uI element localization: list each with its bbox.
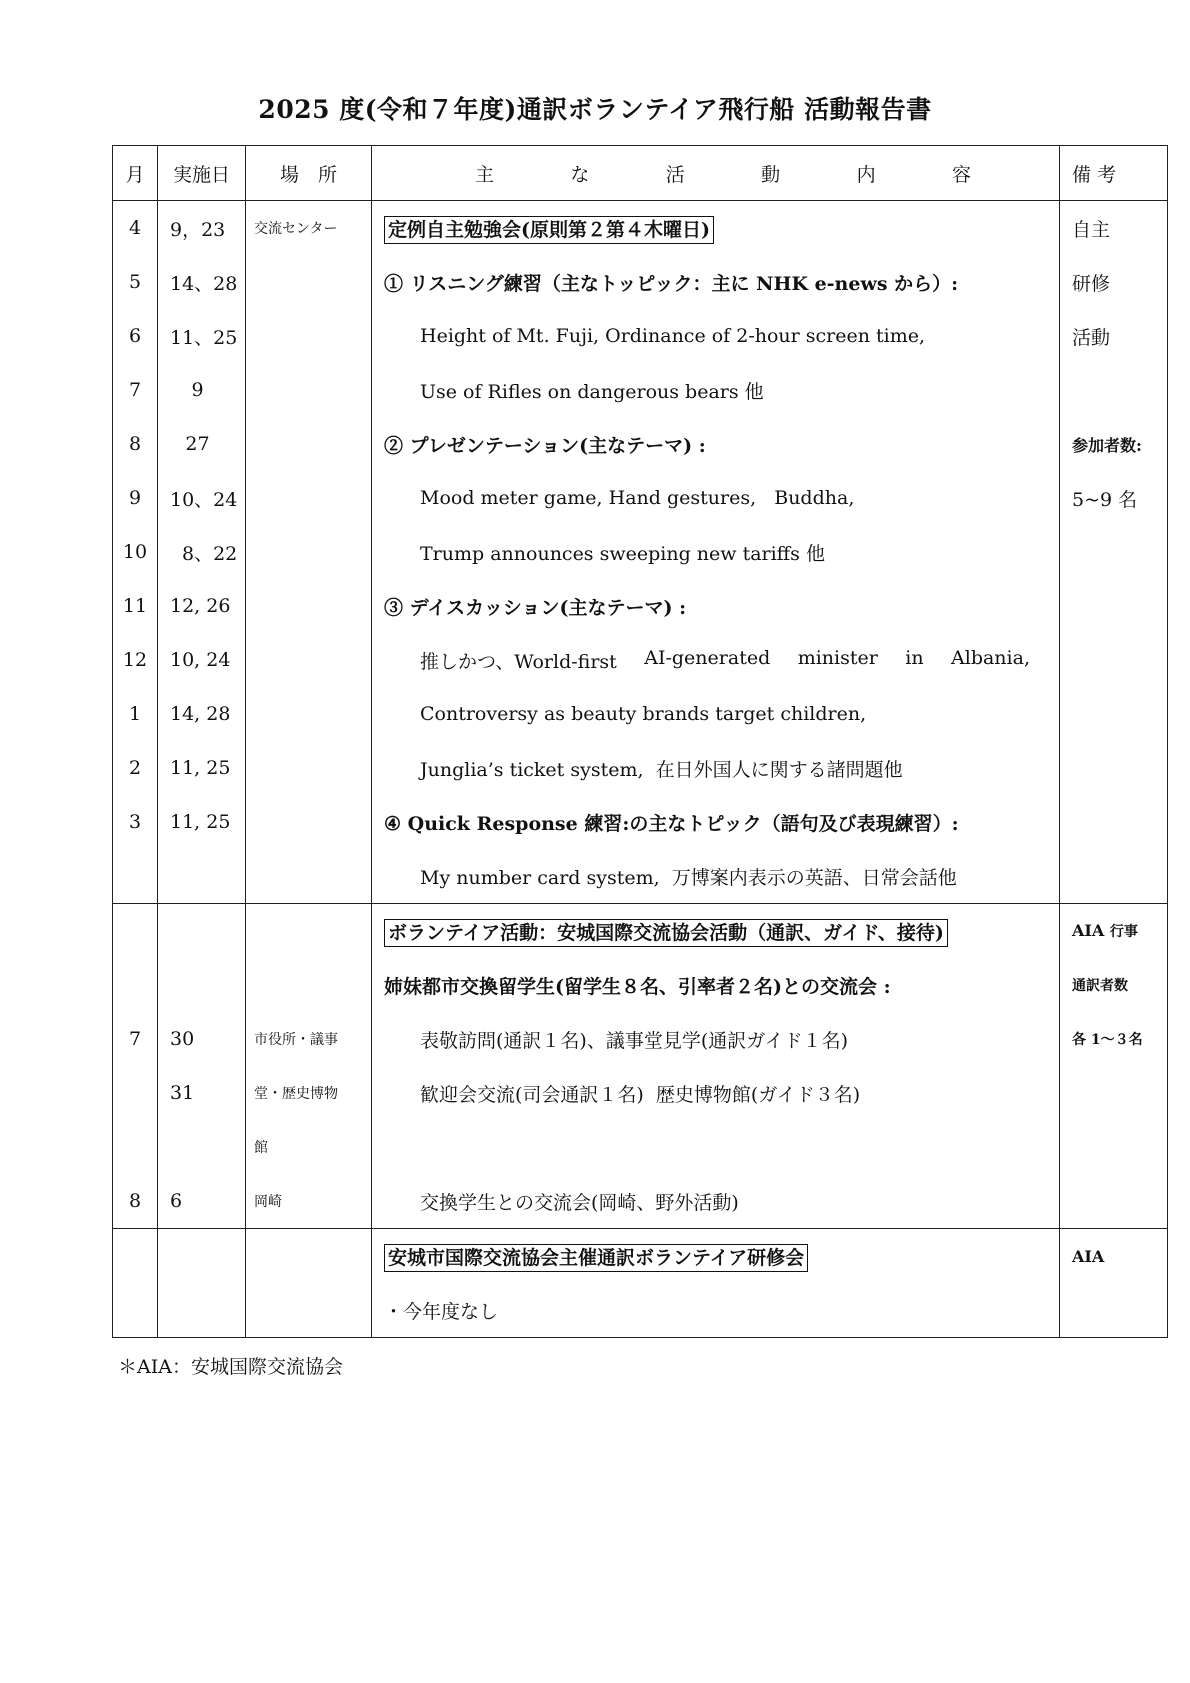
table-row xyxy=(113,1120,1168,1174)
table-row xyxy=(113,1174,1168,1229)
date-cell: 11, 25 xyxy=(158,795,246,849)
month-cell xyxy=(113,849,158,904)
date-cell xyxy=(158,1283,246,1338)
place-cell: 岡崎 xyxy=(246,1174,372,1229)
month-cell: 7 xyxy=(113,1012,158,1066)
note-cell xyxy=(1060,525,1168,579)
place-cell xyxy=(246,417,372,471)
note-cell xyxy=(1060,1174,1168,1229)
place-cell xyxy=(246,849,372,904)
activity-word: Albania, xyxy=(951,646,1030,669)
note-cell: 研修 xyxy=(1060,255,1168,309)
place-cell: 館 xyxy=(246,1120,372,1174)
date-cell: 8、22 xyxy=(158,525,246,579)
place-cell xyxy=(246,1229,372,1284)
place-cell xyxy=(246,904,372,959)
month-cell: 3 xyxy=(113,795,158,849)
month-cell: 9 xyxy=(113,471,158,525)
date-cell: 10, 24 xyxy=(158,633,246,687)
note-cell xyxy=(1060,904,1168,959)
date-cell xyxy=(158,849,246,904)
activity-cell xyxy=(372,1012,1060,1066)
activity-word: AI-generated xyxy=(644,646,771,669)
table-row xyxy=(113,255,1168,309)
activity-text: 表敬訪問(通訳１名)、議事堂見学(通訳ガイド１名) xyxy=(420,1029,849,1052)
month-cell xyxy=(113,1229,158,1284)
page-title: 2025 度(令和７年度)通訳ボランテイア飛行船 活動報告書 xyxy=(258,95,932,124)
activity-cell xyxy=(372,1229,1060,1284)
note-cell xyxy=(1060,687,1168,741)
note-cell xyxy=(1060,741,1168,795)
section1-heading: 定例自主勉強会(原則第２第４木曜日) xyxy=(384,216,714,244)
activity-cell xyxy=(372,1120,1060,1174)
table-row xyxy=(113,309,1168,363)
activity-cell: 姉妹都市交換留学生(留学生８名、引率者２名)との交流会 : xyxy=(372,958,1060,1012)
activity-cell xyxy=(372,1174,1060,1229)
note-cell xyxy=(1060,579,1168,633)
header-activity-char: 容 xyxy=(951,163,971,186)
month-cell: 12 xyxy=(113,633,158,687)
note-cell: AIA xyxy=(1060,1229,1168,1284)
table-row xyxy=(113,687,1168,741)
activity-cell: ① リスニング練習（主なトッピック：主に NHK e-news から）: xyxy=(372,255,1060,309)
table-row xyxy=(113,1229,1168,1284)
place-cell xyxy=(246,795,372,849)
activity-word: minister xyxy=(797,646,878,669)
place-cell xyxy=(246,309,372,363)
note-cell xyxy=(1060,633,1168,687)
table-header-row xyxy=(113,146,1168,201)
activity-text: Use of Rifles on dangerous bears 他 xyxy=(420,380,764,403)
header-date: 実施日 xyxy=(158,146,246,201)
note-aia: AIA xyxy=(1072,921,1105,940)
place-cell xyxy=(246,687,372,741)
activity-text: 歓迎会交流(司会通訳１名) 歴史博物館(ガイド３名) xyxy=(420,1083,861,1106)
month-cell: 1 xyxy=(113,687,158,741)
activity-report-table xyxy=(112,145,1168,1338)
table-row xyxy=(113,633,1168,687)
date-cell xyxy=(158,958,246,1012)
month-cell: 10 xyxy=(113,525,158,579)
table-row xyxy=(113,525,1168,579)
note-cell xyxy=(1060,849,1168,904)
date-cell: 27 xyxy=(158,417,246,471)
date-cell xyxy=(158,1229,246,1284)
place-cell xyxy=(246,363,372,417)
note-cell: 参加者数: xyxy=(1060,417,1168,471)
activity-cell xyxy=(372,525,1060,579)
activity-text: 交換学生との交流会(岡崎、野外活動) xyxy=(420,1191,739,1214)
note-aia-suffix: 行事 xyxy=(1109,924,1138,940)
note-cell: 自主 xyxy=(1060,201,1168,256)
place-cell xyxy=(246,741,372,795)
date-cell: 11, 25 xyxy=(158,741,246,795)
date-cell: 14、28 xyxy=(158,255,246,309)
table-row xyxy=(113,579,1168,633)
header-activity-char: な xyxy=(570,163,590,186)
activity-cell xyxy=(372,849,1060,904)
table-row xyxy=(113,1012,1168,1066)
date-cell: 6 xyxy=(158,1174,246,1229)
section3-heading: 安城市国際交流協会主催通訳ボランテイア研修会 xyxy=(384,1244,808,1272)
place-cell xyxy=(246,579,372,633)
activity-cell: ・今年度なし xyxy=(372,1283,1060,1338)
header-activity-char: 動 xyxy=(761,163,781,186)
month-cell: 8 xyxy=(113,417,158,471)
date-cell: 14, 28 xyxy=(158,687,246,741)
month-cell: 11 xyxy=(113,579,158,633)
activity-text: Controversy as beauty brands target children, xyxy=(420,703,867,725)
activity-cell: ④ Quick Response 練習:の主なトピック（語句及び表現練習）: xyxy=(372,795,1060,849)
note-cell xyxy=(1060,363,1168,417)
note-cell: 各 1～３名 xyxy=(1060,1012,1168,1066)
activity-cell xyxy=(372,687,1060,741)
header-activity xyxy=(372,146,1060,201)
header-month: 月 xyxy=(113,146,158,201)
date-cell: 12, 26 xyxy=(158,579,246,633)
table-row xyxy=(113,201,1168,256)
table-row xyxy=(113,471,1168,525)
activity-text: My number card system, 万博案内表示の英語、日常会話他 xyxy=(420,866,957,889)
place-cell xyxy=(246,255,372,309)
activity-word: 推しかつ、World-first xyxy=(420,650,617,673)
table-row xyxy=(113,1066,1168,1120)
footnote: ＊AIA：安城国際交流協会 xyxy=(118,1356,343,1378)
activity-cell xyxy=(372,741,1060,795)
note-cell xyxy=(1060,1283,1168,1338)
place-cell xyxy=(246,1283,372,1338)
month-cell xyxy=(113,958,158,1012)
month-cell xyxy=(113,1283,158,1338)
table-row xyxy=(113,417,1168,471)
activity-text: Mood meter game, Hand gestures, Buddha, xyxy=(420,487,855,509)
note-cell: 活動 xyxy=(1060,309,1168,363)
month-cell: 2 xyxy=(113,741,158,795)
table-row xyxy=(113,904,1168,959)
date-cell: 9 xyxy=(158,363,246,417)
month-cell xyxy=(113,1120,158,1174)
place-cell: 市役所・議事 xyxy=(246,1012,372,1066)
table-row xyxy=(113,958,1168,1012)
place-cell xyxy=(246,633,372,687)
note-cell: 5~9 名 xyxy=(1060,471,1168,525)
month-cell: 8 xyxy=(113,1174,158,1229)
date-cell xyxy=(158,1120,246,1174)
activity-cell xyxy=(372,309,1060,363)
month-cell: 6 xyxy=(113,309,158,363)
table-row xyxy=(113,1283,1168,1338)
header-activity-char: 内 xyxy=(856,163,876,186)
place-cell xyxy=(246,958,372,1012)
table-row xyxy=(113,849,1168,904)
date-cell: 11、25 xyxy=(158,309,246,363)
activity-cell xyxy=(372,1066,1060,1120)
month-cell: 7 xyxy=(113,363,158,417)
month-cell: 5 xyxy=(113,255,158,309)
place-cell xyxy=(246,471,372,525)
date-cell: 30 xyxy=(158,1012,246,1066)
table-row xyxy=(113,741,1168,795)
month-cell xyxy=(113,904,158,959)
section2-heading: ボランテイア活動：安城国際交流協会活動（通訳、ガイド、接待) xyxy=(384,919,948,947)
date-cell: 31 xyxy=(158,1066,246,1120)
note-cell xyxy=(1060,1120,1168,1174)
activity-text: Height of Mt. Fuji, Ordinance of 2-hour screen time, xyxy=(420,325,926,347)
date-cell xyxy=(158,904,246,959)
activity-text: Trump announces sweeping new tariffs 他 xyxy=(420,542,825,565)
activity-cell xyxy=(372,471,1060,525)
header-activity-char: 活 xyxy=(665,163,685,186)
date-cell: 9，23 xyxy=(158,201,246,256)
place-cell: 交流センター xyxy=(246,201,372,256)
header-note: 備 考 xyxy=(1060,146,1168,201)
activity-cell xyxy=(372,904,1060,959)
activity-cell: ② プレゼンテーション(主なテーマ) : xyxy=(372,417,1060,471)
activity-text: Junglia’s ticket system, 在日外国人に関する諸問題他 xyxy=(420,758,903,781)
activity-cell: ③ デイスカッション(主なテーマ) : xyxy=(372,579,1060,633)
table-row xyxy=(113,363,1168,417)
header-place: 場 所 xyxy=(246,146,372,201)
month-cell: 4 xyxy=(113,201,158,256)
note-cell: 通訳者数 xyxy=(1060,958,1168,1012)
note-cell xyxy=(1060,1066,1168,1120)
activity-justified-line xyxy=(384,647,1030,674)
activity-cell xyxy=(372,633,1060,687)
date-cell: 10、24 xyxy=(158,471,246,525)
note-cell xyxy=(1060,795,1168,849)
activity-word: in xyxy=(905,646,924,669)
month-cell xyxy=(113,1066,158,1120)
place-cell xyxy=(246,525,372,579)
table-row xyxy=(113,795,1168,849)
activity-cell xyxy=(372,363,1060,417)
place-cell: 堂・歴史博物 xyxy=(246,1066,372,1120)
activity-cell xyxy=(372,201,1060,256)
header-activity-char: 主 xyxy=(475,163,495,186)
